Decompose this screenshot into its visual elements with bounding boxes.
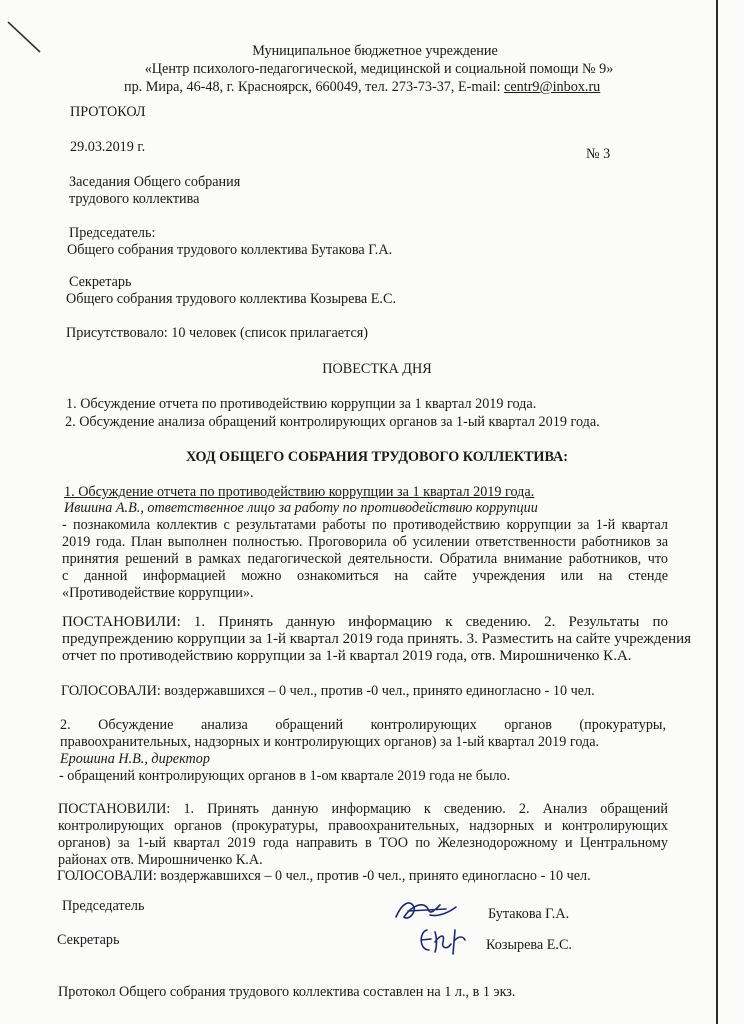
item2-voted: ГОЛОСОВАЛИ: воздержавшихся – 0 чел., против -0 чел., принято единогласно - 10 чел.	[57, 868, 591, 884]
item2-heading	[60, 717, 666, 751]
doc-number: № 3	[586, 146, 611, 162]
proceedings-title: ХОД ОБЩЕГО СОБРАНИЯ ТРУДОВОГО КОЛЛЕКТИВА:	[186, 449, 568, 465]
item1-resolved-line: ПОСТАНОВИЛИ: 1. Принять данную информацию к сведению. 2. Результаты по	[62, 614, 668, 630]
item2-heading-line: 2. Обсуждение анализа обращений контролирующих органов (прокуратуры,	[60, 717, 666, 733]
item1-text-line: принятия решений в рамках педагогической деятельности. Обратила внимание работников, что	[62, 551, 668, 567]
chair-label: Председатель:	[69, 225, 156, 241]
item1-voted: ГОЛОСОВАЛИ: воздержавшихся – 0 чел., против -0 чел., принято единогласно - 10 чел.	[61, 683, 595, 699]
item2-resolved-line: районах отв. Мирошниченко К.А.	[58, 852, 263, 868]
item1-text-line: «Противодействие коррупции».	[62, 585, 254, 601]
item1-heading: 1. Обсуждение отчета по противодействию коррупции за 1 квартал 2019 года.	[64, 484, 535, 500]
sign-chair-name: Бутакова Г.А.	[488, 906, 570, 922]
agenda-item-2: 2. Обсуждение анализа обращений контролирующих органов за 1-ый квартал 2019 года.	[65, 414, 600, 430]
chair-name: Общего собрания трудового коллектива Бутакова Г.А.	[67, 242, 393, 258]
item2-resolved-line: контролирующих органов (прокуратуры, правоохранительных, надзорных и контролирующих	[58, 818, 668, 834]
email-link[interactable]: centr9@inbox.ru	[504, 79, 601, 95]
item1-speaker: Ившина А.В., ответственное лицо за работу по противодействию коррупции	[64, 500, 538, 516]
sign-secretary-name: Козырева Е.С.	[486, 937, 572, 953]
item1-text	[62, 517, 668, 602]
item2-resolved-line: органов) за 1-ый квартал 2019 года направить в ТОО по Железнодорожному и Центральному	[58, 835, 668, 851]
secretary-signature	[415, 924, 467, 958]
item2-speaker: Ерошина Н.В., директор	[60, 751, 210, 767]
chair-signature	[390, 893, 466, 927]
page-edge	[716, 0, 718, 1024]
item1-resolved-line: предупреждению коррупции за 1-й квартал 2019 года принять. 3. Разместить на сайте учреждения	[62, 631, 692, 647]
secretary-name: Общего собрания трудового коллектива Козырева Е.С.	[66, 291, 396, 307]
footer-note: Протокол Общего собрания трудового коллектива составлен на 1 л., в 1 экз.	[58, 984, 516, 1000]
item2-heading-line: правоохранительных, надзорных и контролирующих органов) за 1-ый квартал 2019 года.	[60, 734, 600, 750]
attendance: Присутствовало: 10 человек (список прилагается)	[66, 325, 369, 341]
sign-chair-label: Председатель	[62, 898, 145, 914]
meeting-line-2: трудового коллектива	[69, 191, 200, 207]
doc-date: 29.03.2019 г.	[70, 139, 146, 155]
item1-resolved	[62, 614, 692, 665]
item1-text-line: 2019 года. План выполнен полностью. Проговорила об усилении ответственности работников за	[62, 534, 668, 550]
sign-secretary-label: Секретарь	[57, 932, 120, 948]
agenda-item-1: 1. Обсуждение отчета по противодействию коррупции за 1 квартал 2019 года.	[66, 396, 537, 412]
item2-resolved	[58, 801, 668, 869]
doc-type: ПРОТОКОЛ	[70, 104, 146, 120]
secretary-label: Секретарь	[69, 274, 132, 290]
org-name: «Центр психолого-педагогической, медицинской и социальной помощи № 9»	[144, 61, 614, 77]
item1-text-line: с данной информацией можно ознакомиться на сайте учреждения или на стенде	[62, 568, 668, 584]
item2-resolved-line: ПОСТАНОВИЛИ: 1. Принять данную информацию к сведению. 2. Анализ обращений	[58, 801, 668, 817]
meeting-line-1: Заседания Общего собрания	[69, 174, 241, 190]
item1-resolved-line: отчет по противодействию коррупции за 1-й квартал 2019 года, отв. Мирошниченко К.А.	[62, 648, 632, 664]
item2-text: - обращений контролирующих органов в 1-ом квартале 2019 года не было.	[59, 768, 511, 784]
org-type: Муниципальное бюджетное учреждение	[252, 43, 498, 59]
item1-text-line: - познакомила коллектив с результатами работы по противодействию коррупции за 1-й квартал	[62, 517, 668, 533]
address-text: пр. Мира, 46-48, г. Красноярск, 660049, тел. 273-73-37, E-mail:	[124, 79, 505, 95]
agenda-title: ПОВЕСТКА ДНЯ	[322, 361, 432, 377]
org-address	[124, 79, 600, 96]
